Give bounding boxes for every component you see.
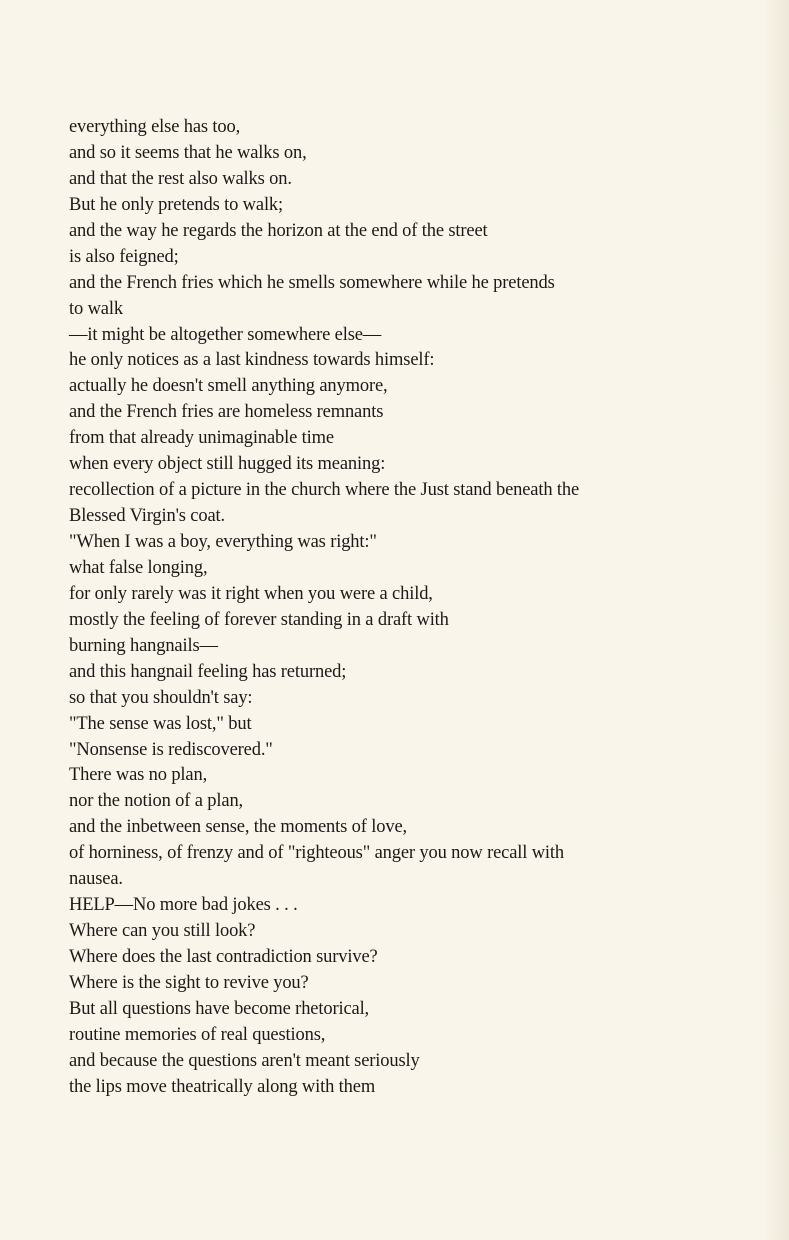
poem-line: is also feigned; <box>69 246 179 267</box>
poem-line: when every object still hugged its meaning: <box>69 454 386 475</box>
poem-line: HELP—No more bad jokes . . . <box>69 895 298 916</box>
poem-line: and because the questions aren't meant seriously <box>69 1050 420 1071</box>
poem-line: nausea. <box>69 869 123 890</box>
poem-line: Where does the last contradiction survive? <box>69 947 378 967</box>
poem-line: for only rarely was it right when you were a child, <box>69 583 433 604</box>
poem-line: the lips move theatrically along with them <box>69 1076 376 1097</box>
poem-line: mostly the feeling of forever standing in a draft with <box>69 609 449 630</box>
poem-line: from that already unimaginable time <box>69 428 334 449</box>
poem-line: "Nonsense is rediscovered." <box>69 739 273 760</box>
poem-line: "When I was a boy, everything was right:" <box>69 532 377 552</box>
poem-line: and the way he regards the horizon at the end of the street <box>69 220 488 241</box>
poem-line: Blessed Virgin's coat. <box>69 506 225 527</box>
poem-text <box>69 115 769 1101</box>
poem-line: so that you shouldn't say: <box>69 687 253 708</box>
poem-line: and so it seems that he walks on, <box>69 142 307 163</box>
poem-line: But all questions have become rhetorical, <box>69 998 370 1019</box>
poem-line: nor the notion of a plan, <box>69 791 244 812</box>
poem-line: and that the rest also walks on. <box>69 168 292 189</box>
poem-line: to walk <box>69 298 123 319</box>
poem-line: —it might be altogether somewhere else— <box>69 324 382 345</box>
poem-line: burning hangnails— <box>69 635 218 656</box>
poem-line: Where can you still look? <box>69 921 256 942</box>
poem-line: and this hangnail feeling has returned; <box>69 661 347 682</box>
poem-line: But he only pretends to walk; <box>69 194 284 215</box>
poem-line: "The sense was lost," but <box>69 713 252 734</box>
poem-line: what false longing, <box>69 557 208 578</box>
poem-line: of horniness, of frenzy and of "righteous" anger you now recall with <box>69 843 565 864</box>
poem-line: recollection of a picture in the church where the Just stand beneath the <box>69 480 580 501</box>
poem-line: and the French fries which he smells somewhere while he pretends <box>69 272 555 293</box>
poem-line: actually he doesn't smell anything anymore, <box>69 376 388 397</box>
poem-line: routine memories of real questions, <box>69 1024 326 1045</box>
poem-line: and the French fries are homeless remnants <box>69 402 384 423</box>
poem-line: and the inbetween sense, the moments of love, <box>69 817 407 838</box>
poem-line: There was no plan, <box>69 765 208 786</box>
poem-line: everything else has too, <box>69 117 241 137</box>
poem-line: Where is the sight to revive you? <box>69 972 309 993</box>
poem-line: he only notices as a last kindness towards himself: <box>69 350 435 371</box>
